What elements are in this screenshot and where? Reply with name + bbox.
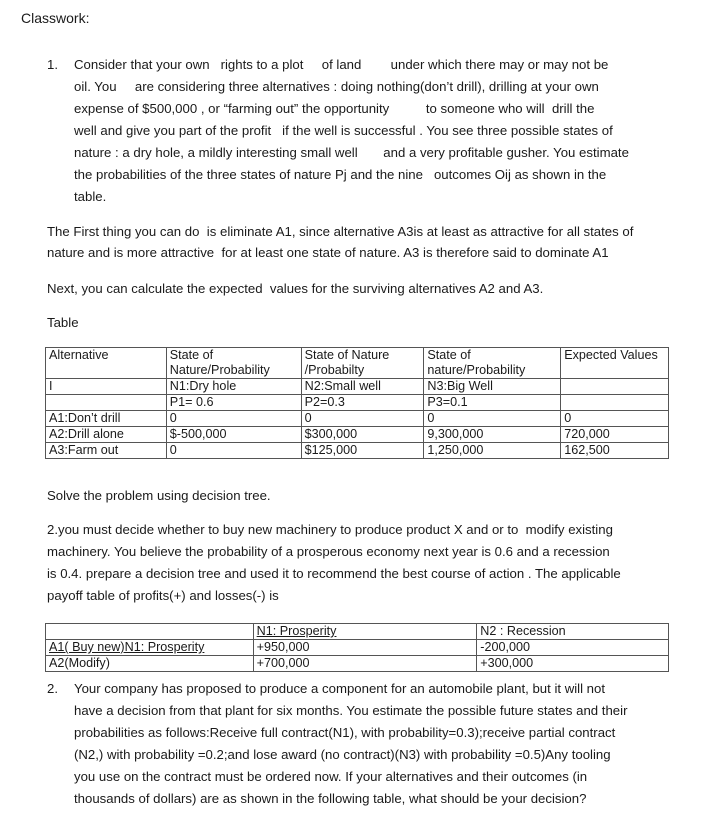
header-text: Nature/Probability (169, 363, 270, 377)
q1-line: oil. You are considering three alternatives : doing nothing(don’t drill), drilling at your own (74, 79, 599, 94)
q3-line: Your company has proposed to produce a component for an automobile plant, but it will not (74, 681, 606, 696)
table-label: Table (47, 315, 79, 330)
table-header-cell (301, 348, 424, 379)
table-row (46, 640, 669, 656)
table-header-row (46, 348, 669, 379)
outcome-cell: 0 (166, 443, 301, 459)
page-heading: Classwork: (21, 10, 90, 26)
paragraph-line: Next, you can calculate the expected values for the surviving alternatives A2 and A3. (47, 281, 544, 296)
table-header-cell (424, 348, 561, 379)
outcome-cell: 9,300,000 (424, 427, 561, 443)
alternative-cell: A3:Farm out (46, 443, 167, 459)
q1-line: Consider that your own rights to a plot of land under which there may or may not be (74, 57, 609, 72)
outcome-cell: 1,250,000 (424, 443, 561, 459)
q3-line: (N2,) with probability =0.2;and lose award (no contract)(N3) with probability =0.5)Any tooling (74, 747, 611, 762)
roman-cell: I (46, 379, 167, 395)
expected-value-cell: 720,000 (561, 427, 669, 443)
q1-line: the probabilities of the three states of nature Pj and the nine outcomes Oij as shown in the (74, 167, 607, 182)
payoff-cell: +300,000 (477, 656, 669, 672)
table-header-cell: Alternative (46, 348, 167, 379)
table-header-row (46, 624, 669, 640)
alternative-cell: A2:Drill alone (46, 427, 167, 443)
q3-number: 2. (47, 681, 58, 696)
payoff-cell: +700,000 (253, 656, 477, 672)
q1-line: table. (74, 189, 107, 204)
outcome-table (45, 347, 669, 459)
paragraph-line: nature and is more attractive for at least one state of nature. A3 is therefore said to dominate A1 (47, 245, 609, 260)
q3-line: have a decision from that plant for six months. You estimate the possible future states and their (74, 703, 628, 718)
outcome-cell: 0 (166, 411, 301, 427)
empty-cell (561, 379, 669, 395)
q1-line: well and give you part of the profit if the well is successful . You see three possible states of (74, 123, 613, 138)
header-text: /Probabilty (304, 363, 365, 377)
alternative-cell: A1:Don’t drill (46, 411, 167, 427)
payoff-table (45, 623, 669, 672)
outcome-cell: $-500,000 (166, 427, 301, 443)
q2-line: machinery. You believe the probability of a prosperous economy next year is 0.6 and a recession (47, 544, 610, 559)
q2-line: payoff table of profits(+) and losses(-) is (47, 588, 279, 603)
header-text: State of Nature (304, 348, 390, 362)
table-header-cell: Expected Values (561, 348, 669, 379)
state-name-cell: N1:Dry hole (166, 379, 301, 395)
empty-cell (46, 395, 167, 411)
q3-line: thousands of dollars) are as shown in the following table, what should be your decision? (74, 791, 587, 806)
empty-cell (561, 395, 669, 411)
state-name-cell: N2:Small well (301, 379, 424, 395)
table-row (46, 411, 669, 427)
q2-line: is 0.4. prepare a decision tree and used it to recommend the best course of action . The applicable (47, 566, 621, 581)
outcome-cell: $125,000 (301, 443, 424, 459)
state-name-cell: N3:Big Well (424, 379, 561, 395)
table-row (46, 395, 669, 411)
solve-instruction: Solve the problem using decision tree. (47, 488, 271, 503)
table-header-cell (166, 348, 301, 379)
state-prob-cell: P3=0.1 (424, 395, 561, 411)
table-row (46, 656, 669, 672)
outcome-cell: 0 (301, 411, 424, 427)
payoff-cell: +950,000 (253, 640, 477, 656)
alternative-text: A1( Buy new)N1: Prosperity (49, 640, 205, 654)
expected-value-cell: 162,500 (561, 443, 669, 459)
q2-line: 2.you must decide whether to buy new machinery to produce product X and or to modify existing (47, 522, 613, 537)
expected-value-cell: 0 (561, 411, 669, 427)
header-text: nature/Probability (427, 363, 526, 377)
state-prob-cell: P2=0.3 (301, 395, 424, 411)
payoff-cell: -200,000 (477, 640, 669, 656)
outcome-cell: 0 (424, 411, 561, 427)
alternative-cell (46, 640, 254, 656)
q1-number: 1. (47, 57, 58, 72)
header-text: N1: Prosperity (256, 624, 337, 638)
q1-line: nature : a dry hole, a mildly interesting small well and a very profitable gusher. You estimate (74, 145, 629, 160)
table-header-cell: N2 : Recession (477, 624, 669, 640)
empty-cell (46, 624, 254, 640)
q1-line: expense of $500,000 , or “farming out” the opportunity to someone who will drill the (74, 101, 595, 116)
q3-line: probabilities as follows:Receive full contract(N1), with probability=0.3);receive partial contract (74, 725, 616, 740)
paragraph-line: The First thing you can do is eliminate A1, since alternative A3is at least as attractive for all states of (47, 224, 634, 239)
header-text: State of (427, 348, 471, 362)
outcome-cell: $300,000 (301, 427, 424, 443)
table-row (46, 427, 669, 443)
table-row (46, 379, 669, 395)
table-header-cell (253, 624, 477, 640)
table-row (46, 443, 669, 459)
alternative-cell: A2(Modify) (46, 656, 254, 672)
header-text: State of (169, 348, 214, 362)
q3-line: you use on the contract must be ordered now. If your alternatives and their outcomes (in (74, 769, 588, 784)
state-prob-cell: P1= 0.6 (166, 395, 301, 411)
